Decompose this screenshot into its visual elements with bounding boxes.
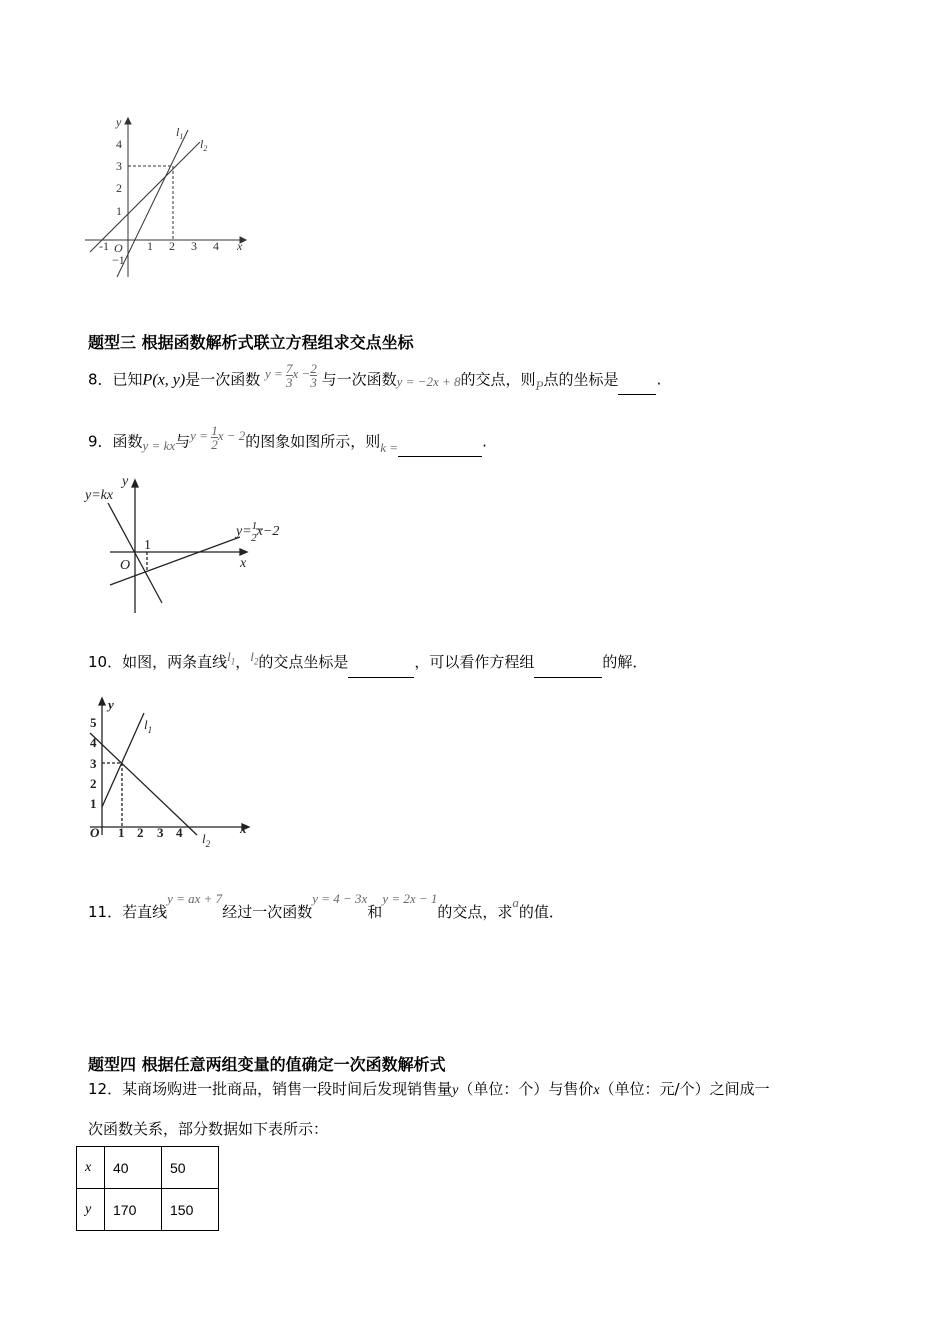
graph3-ytick: 2 xyxy=(90,776,97,791)
q10-answer-blank-2[interactable] xyxy=(534,661,602,678)
graph3-l1-label: $l_1$ xyxy=(144,717,153,735)
graph1-xtick: 1 xyxy=(147,239,153,253)
graph3-xtick: 1 xyxy=(118,825,125,840)
graph2-line2-label: y=$^1$ 2x−2 xyxy=(236,520,280,544)
question-9: 9．函数y = kx与y = $\frac{1}{2}$ x − 2的图象如图所示，则k = . xyxy=(88,423,487,456)
table-row xyxy=(77,1147,219,1189)
q11-function-1: y = ax + 7 xyxy=(167,891,223,906)
q9-function-2: y = $\frac{1}{2}$ x − 2 xyxy=(190,423,246,452)
graph3-origin: O xyxy=(90,825,100,840)
q8-prefix: 8．已知 xyxy=(88,370,143,389)
q8-end: 点的坐标是 xyxy=(543,370,619,389)
graph2-line1-label: y=kx xyxy=(85,488,114,503)
data-table xyxy=(76,1146,219,1231)
question-12-line-2: 次函数关系，部分数据如下表所示： xyxy=(88,1120,329,1138)
q9-function-1: y = kx xyxy=(142,438,176,454)
graph-1 xyxy=(80,112,260,287)
graph1-xtick: -1 xyxy=(99,239,109,253)
question-11 xyxy=(88,891,564,923)
table-cell: 50 xyxy=(162,1147,219,1189)
q10-l2: $l_2$ xyxy=(250,649,259,667)
graph1-y-label: y xyxy=(116,115,122,129)
graph3-y-label: y xyxy=(108,697,114,712)
graph2-tick-1: 1 xyxy=(144,538,151,553)
graph1-origin: O xyxy=(114,241,123,255)
section-3-heading: 题型三 根据函数解析式联立方程组求交点坐标 xyxy=(88,333,414,352)
graph1-l2-label: $l_2$ xyxy=(200,137,208,153)
graph2-x-label: x xyxy=(240,556,247,571)
graph3-ytick: 5 xyxy=(90,715,97,730)
q9-end: 的图象如图所示，则 xyxy=(245,432,381,451)
graph1-x-label: x xyxy=(237,239,243,253)
line-l1 xyxy=(102,713,144,807)
q9-prefix: 9．函数 xyxy=(88,432,143,451)
graph1-ytick: −1 xyxy=(112,253,125,267)
table-header-cell: y xyxy=(77,1189,105,1231)
graph2-origin: O xyxy=(120,558,131,573)
q9-mid: 与 xyxy=(175,432,191,451)
graph3-xtick: 3 xyxy=(157,825,164,840)
q8-mid2: 与一次函数 xyxy=(321,370,397,389)
table-row xyxy=(77,1189,219,1231)
q10-prefix: 10．如图，两条直线 xyxy=(88,653,228,671)
q10-mid: 的交点坐标是 xyxy=(258,653,349,671)
line-l2 xyxy=(90,142,200,252)
graph1-ytick: 1 xyxy=(116,204,122,218)
graph3-ytick: 1 xyxy=(90,796,97,811)
graph1-ytick: 3 xyxy=(116,159,122,173)
table-cell: 150 xyxy=(162,1189,219,1231)
graph-3 xyxy=(82,695,262,855)
graph3-xtick: 4 xyxy=(176,825,183,840)
graph1-ytick: 4 xyxy=(116,137,122,151)
question-10: 10．如图，两条直线$l_1$，$l_2$的交点坐标是 ，可以看作方程组 的解． xyxy=(88,652,647,678)
q11-a: a xyxy=(512,895,519,910)
line-l2 xyxy=(90,733,197,835)
question-12-line-1: 12．某商场购进一批商品，销售一段时间后发现销售量y（单位：个）与售价x（单位：元/个）之间成一 xyxy=(88,1080,770,1098)
graph3-x-label: x xyxy=(240,821,247,836)
q8-p: P xyxy=(535,378,544,394)
q10-answer-blank-1[interactable] xyxy=(348,661,414,678)
q11-mid1: 经过一次函数 xyxy=(222,903,313,921)
table-cell: 170 xyxy=(105,1189,162,1231)
q12-y: y xyxy=(452,1083,459,1098)
graph3-xtick: 2 xyxy=(137,825,144,840)
graph1-l1-label: $l_1$ xyxy=(176,125,184,141)
q11-end: 的值． xyxy=(518,903,564,921)
q11-function-3: y = 2x − 1 xyxy=(382,891,438,906)
table-header-cell: x xyxy=(77,1147,105,1189)
section-4-heading: 题型四 根据任意两组变量的值确定一次函数解析式 xyxy=(88,1055,446,1074)
q8-function-2: y = −2x + 8 xyxy=(396,374,461,390)
graph1-ytick: 2 xyxy=(116,181,122,195)
q11-function-2: y = 4 − 3x xyxy=(312,891,368,906)
graph3-ytick: 4 xyxy=(90,735,97,750)
graph1-xtick: 2 xyxy=(169,239,175,253)
q8-answer-blank[interactable] xyxy=(618,378,656,395)
graph2-y-label: y xyxy=(122,475,129,489)
q9-answer-blank[interactable] xyxy=(398,440,482,457)
q8-function-1: y = $\frac{7}{3}$ x − $\frac{2}{3}$ xyxy=(264,361,317,390)
q8-mid3: 的交点，则 xyxy=(460,370,536,389)
q11-prefix: 11．若直线 xyxy=(88,903,168,921)
q8-point: P(x, y) xyxy=(142,371,186,389)
question-8: 8．已知P(x, y)是一次函数 y = $\frac{7}{3}$ x − $\frac{2}{3}$ 与一次函数y = −2x + 8的交点，则P点的坐标是 . xyxy=(88,361,662,394)
graph-2 xyxy=(80,475,310,620)
graph3-ytick: 3 xyxy=(90,756,97,771)
q11-mid3: 的交点，求 xyxy=(437,903,513,921)
q10-mid2: ，可以看作方程组 xyxy=(414,653,535,671)
graph1-xtick: 3 xyxy=(191,239,197,253)
q10-end: 的解． xyxy=(602,653,648,671)
q10-l1: $l_1$ xyxy=(227,649,236,667)
graph3-l2-label: $l_2$ xyxy=(202,831,211,849)
table-cell: 40 xyxy=(105,1147,162,1189)
q9-k: k = xyxy=(380,440,399,456)
graph1-xtick: 4 xyxy=(213,239,219,253)
q8-mid1: 是一次函数 xyxy=(185,370,261,389)
q11-mid2: 和 xyxy=(367,903,383,921)
q12-x: x xyxy=(593,1083,600,1098)
